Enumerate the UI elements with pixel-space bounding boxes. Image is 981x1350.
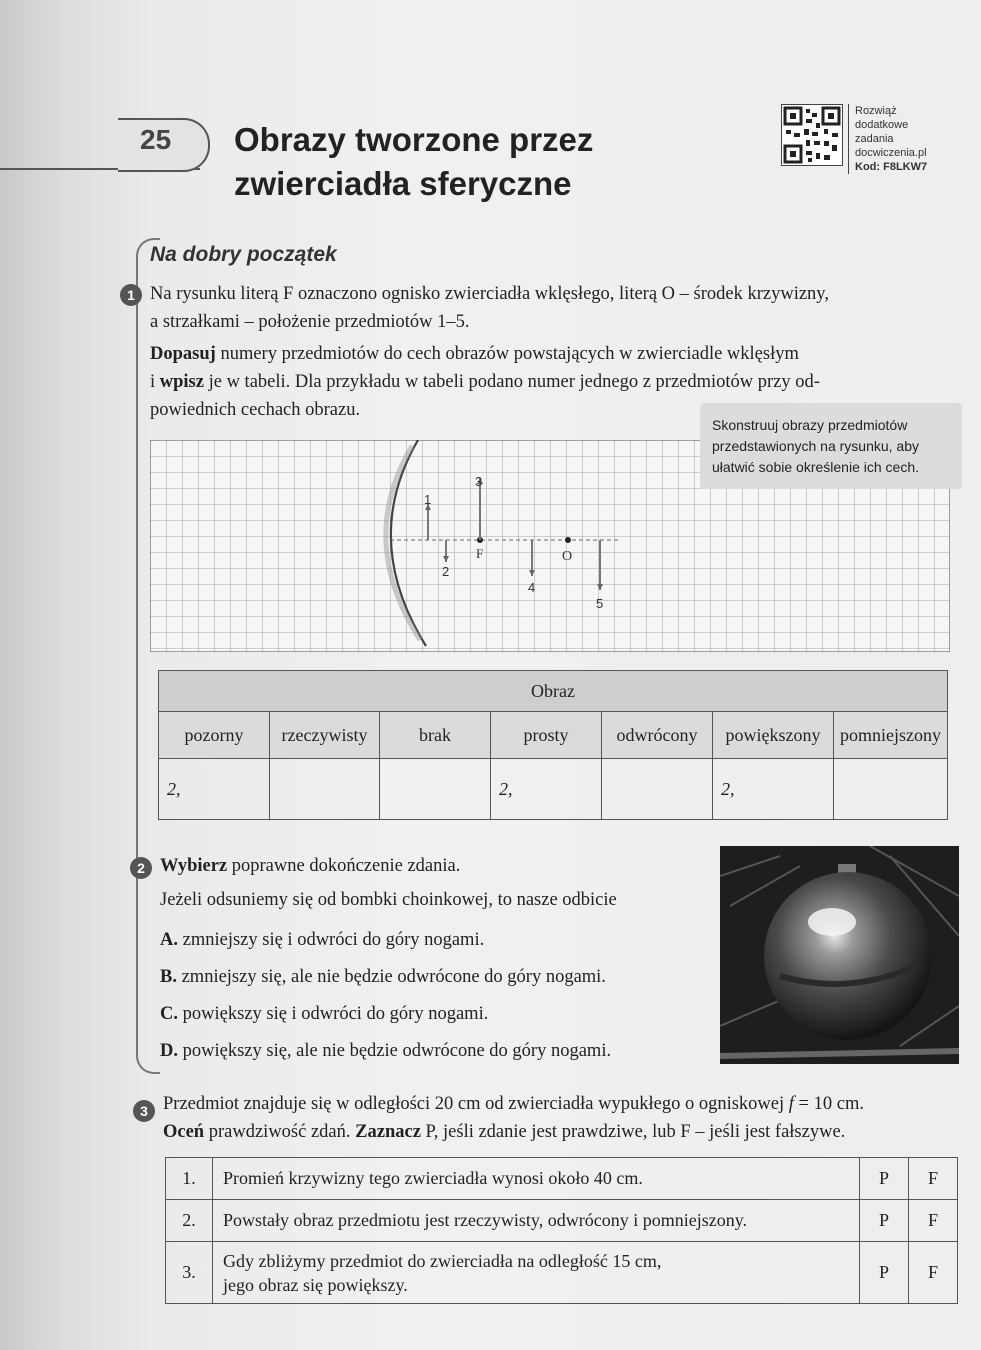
task1-bold-dopasuj: Dopasuj — [150, 344, 216, 364]
col-header-powiekszony: powiększony — [713, 712, 834, 759]
tf-statement: Powstały obraz przedmiotu jest rzeczywisty, odwrócony i pomniejszony. — [213, 1200, 860, 1242]
tf-row-number: 2. — [166, 1200, 213, 1242]
table-row — [159, 759, 948, 820]
tf-option-f[interactable]: F — [909, 1242, 958, 1304]
task2-prompt-rest: poprawne dokończenie zdania. — [227, 856, 461, 876]
tf-statement: Promień krzywizny tego zwierciadła wynosi około 40 cm. — [213, 1158, 860, 1200]
hint-line2: przedstawionych na rysunku, aby — [712, 438, 919, 454]
label-F: F — [476, 546, 484, 561]
col-header-brak: brak — [380, 712, 491, 759]
tf-option-p[interactable]: P — [860, 1158, 909, 1200]
task3-mid: prawdziwość zdań. — [204, 1122, 356, 1142]
task1-bold-wpisz: wpisz — [159, 372, 204, 392]
option-b-text: zmniejszy się, ale nie będzie odwrócone do góry nogami. — [176, 967, 606, 987]
qr-text-line2: dodatkowe — [855, 119, 909, 131]
task3-line2 — [163, 1118, 963, 1146]
label-O: O — [562, 549, 573, 564]
task2-options — [160, 922, 720, 1070]
qr-text-line1: Rozwiąż — [855, 105, 897, 117]
task1-instr-line2 — [150, 368, 960, 396]
table-group-header: Obraz — [159, 671, 948, 712]
option-b-letter: B. — [160, 967, 177, 987]
col-header-pozorny: pozorny — [159, 712, 270, 759]
object-label-4: 4 — [528, 580, 536, 595]
christmas-bauble-photo — [720, 846, 959, 1064]
task3-bold-zaznacz: Zaznacz — [355, 1122, 421, 1142]
task3-line1 — [163, 1090, 963, 1118]
hint-box — [700, 403, 962, 489]
option-a-letter: A. — [160, 930, 178, 950]
task1-intro — [150, 280, 960, 336]
col-header-rzeczywisty: rzeczywisty — [270, 712, 380, 759]
table-row — [166, 1242, 958, 1304]
qr-site: docwiczenia.pl — [855, 147, 927, 159]
col-header-pomniejszony: pomniejszony — [834, 712, 948, 759]
option-d-text: powiększy się, ale nie będzie odwrócone do góry nogami. — [178, 1041, 612, 1061]
curvature-center-point — [565, 537, 571, 543]
option-d[interactable] — [160, 1033, 720, 1070]
task3-line1-a: Przedmiot znajduje się w odległości 20 cm od zwierciadła wypukłego o ogniskowej — [163, 1094, 789, 1114]
option-c-letter: C. — [160, 1004, 178, 1024]
table-row — [166, 1200, 958, 1242]
chapter-title-line2: zwierciadła sferyczne — [234, 165, 572, 202]
answer-cell-rzeczywisty[interactable] — [270, 759, 380, 820]
tf-option-f[interactable]: F — [909, 1158, 958, 1200]
qr-text-line3: zadania — [855, 133, 894, 145]
answer-cell-odwrocony[interactable] — [602, 759, 713, 820]
task3-end: P, jeśli zdanie jest prawdziwe, lub F – jeśli jest fałszywe. — [420, 1122, 846, 1142]
chapter-title-line1: Obrazy tworzone przez — [234, 121, 594, 158]
object-label-1: 1 — [424, 492, 432, 507]
option-b[interactable] — [160, 959, 720, 996]
answer-cell-brak[interactable] — [380, 759, 491, 820]
col-header-prosty: prosty — [491, 712, 602, 759]
option-a-text: zmniejszy się i odwróci do góry nogami. — [178, 930, 485, 950]
true-false-table — [165, 1157, 958, 1304]
answer-cell-pomniejszony[interactable] — [834, 759, 948, 820]
image-properties-table — [158, 670, 948, 820]
task2-prompt — [160, 852, 460, 880]
hint-line1: Skonstruuj obrazy przedmiotów — [712, 417, 908, 433]
task3-line1-f: f — [788, 1094, 794, 1114]
task1-instr-part1: numery przedmiotów do cech obrazów powstających w zwierciadle wklęsłym — [215, 344, 799, 364]
hint-line3: ułatwić sobie określenie ich cech. — [712, 459, 919, 475]
option-c-text: powiększy się i odwróci do góry nogami. — [178, 1004, 489, 1024]
task1-intro-line1: Na rysunku literą F oznaczono ognisko zwierciadła wklęsłego, literą O – środek krzywizny, — [150, 284, 829, 304]
tf-row-number: 3. — [166, 1242, 213, 1304]
extra-tasks-info — [848, 104, 927, 174]
option-d-letter: D. — [160, 1041, 178, 1061]
tf-row-number: 1. — [166, 1158, 213, 1200]
object-label-5: 5 — [596, 596, 604, 611]
task1-instr-line3: powiednich cechach obrazu. — [150, 400, 361, 420]
tf-statement-line2: jego obraz się powiększy. — [223, 1274, 408, 1295]
tf-statement — [213, 1242, 860, 1304]
task2-bold-wybierz: Wybierz — [160, 856, 228, 876]
option-a[interactable] — [160, 922, 720, 959]
task2-stem: Jeżeli odsuniemy się od bombki choinkowej, to nasze odbicie — [160, 890, 617, 910]
chapter-title — [234, 118, 754, 206]
tf-option-p[interactable]: P — [860, 1200, 909, 1242]
task1-number-badge: 1 — [120, 284, 142, 306]
qr-code-icon[interactable] — [781, 104, 843, 166]
tf-option-p[interactable]: P — [860, 1242, 909, 1304]
tf-statement-line1: Gdy zbliżymy przedmiot do zwierciadła na odległość 15 cm, — [223, 1250, 662, 1271]
answer-cell-powiekszony[interactable]: 2, — [713, 759, 834, 820]
task3-prompt — [163, 1090, 963, 1146]
table-row — [166, 1158, 958, 1200]
answer-cell-pozorny[interactable]: 2, — [159, 759, 270, 820]
qr-code-label: Kod: F8LKW7 — [855, 161, 928, 173]
task3-bold-ocen: Oceń — [163, 1122, 205, 1142]
task1-instr-part2: je w tabeli. Dla przykładu w tabeli podano numer jednego z przedmiotów przy od- — [203, 372, 820, 392]
option-c[interactable] — [160, 996, 720, 1033]
task1-instr-line1 — [150, 340, 960, 368]
tf-option-f[interactable]: F — [909, 1200, 958, 1242]
task3-number-badge: 3 — [133, 1100, 155, 1122]
answer-cell-prosty[interactable]: 2, — [491, 759, 602, 820]
col-header-odwrocony: odwrócony — [602, 712, 713, 759]
object-label-3: 3 — [475, 474, 483, 489]
task2-number-badge: 2 — [130, 857, 152, 879]
section-heading: Na dobry początek — [150, 243, 337, 266]
chapter-number: 25 — [140, 124, 172, 155]
task1-instr-l2a: i — [150, 372, 160, 392]
task1-intro-line2: a strzałkami – położenie przedmiotów 1–5. — [150, 312, 470, 332]
task3-line1-b: = 10 cm. — [793, 1094, 864, 1114]
object-label-2: 2 — [442, 564, 450, 579]
